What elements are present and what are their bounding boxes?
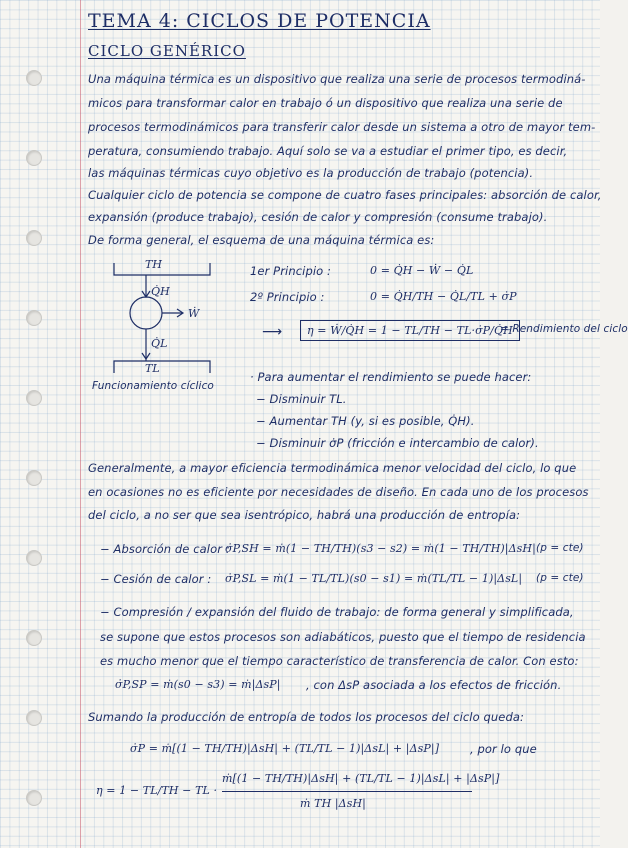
intro-line: peratura, consumiendo trabajo. Aquí solo se va a estudiar el primer tipo, es decir, <box>88 144 568 158</box>
binder-hole <box>26 70 42 86</box>
first-principle-label: 1er Principio : <box>250 264 332 278</box>
binder-hole <box>26 470 42 486</box>
general-line: en ocasiones no es eficiente por necesidades de diseño. En cada uno de los procesos <box>88 485 589 499</box>
heat-engine-diagram <box>100 255 220 385</box>
improve-item: − Disminuir σ̇P (fricción e intercambio de calor). <box>256 436 539 450</box>
compression-line: se supone que estos procesos son adiabáticos, puesto que el tiempo de residencia <box>100 630 586 644</box>
absorption-label: − Absorción de calor : <box>100 542 230 556</box>
fraction-bar <box>222 791 472 792</box>
binder-hole <box>26 310 42 326</box>
final-efficiency-numerator: ṁ[(1 − TH/TH)|ΔsH| + (TL/TL − 1)|ΔsL| + |ΔsP|] <box>222 772 500 785</box>
first-principle-equation: 0 = Q̇H − Ẇ − Q̇L <box>370 264 474 277</box>
intro-line: expansión (produce trabajo), cesión de calor y compresión (consume trabajo). <box>88 210 548 224</box>
compression-line: es mucho menor que el tiempo característico de transferencia de calor. Con esto: <box>100 654 579 668</box>
binder-hole <box>26 710 42 726</box>
compression-line: − Compresión / expansión del fluido de trabajo: de forma general y simplificada, <box>100 605 574 619</box>
engine-circle <box>130 297 162 329</box>
implies-arrow-icon: ⟶ <box>262 324 283 340</box>
second-principle-equation: 0 = Q̇H/TH − Q̇L/TL + σ̇P <box>370 290 517 303</box>
work-label: Ẇ <box>188 307 200 320</box>
cold-reservoir <box>114 361 210 373</box>
friction-note: , con ΔsP asociada a los efectos de fricción. <box>306 678 562 692</box>
intro-line: procesos termodinámicos para transferir calor desde un sistema a otro de mayor tem- <box>88 120 596 134</box>
final-efficiency-start: η = 1 − TL/TH − TL · <box>96 784 218 797</box>
improve-item: − Disminuir TL. <box>256 392 347 406</box>
intro-line: las máquinas térmicas cuyo objetivo es la producción de trabajo (potencia). <box>88 166 534 180</box>
margin-line <box>80 0 81 848</box>
absorption-note: (p = cte) <box>536 542 584 554</box>
binder-hole <box>26 230 42 246</box>
cession-note: (p = cte) <box>536 572 584 584</box>
general-line: Generalmente, a mayor eficiencia termodinámica menor velocidad del ciclo, lo que <box>88 461 577 475</box>
binder-hole <box>26 790 42 806</box>
final-efficiency-denominator: ṁ TH |ΔsH| <box>300 797 366 810</box>
diagram-caption: Funcionamiento cíclico <box>92 380 214 392</box>
improve-lead: · Para aumentar el rendimiento se puede hacer: <box>250 370 532 384</box>
cold-temperature: TL <box>145 362 160 375</box>
intro-line: Una máquina térmica es un dispositivo que realiza una serie de procesos termodiná- <box>88 72 586 86</box>
total-entropy-tail: , por lo que <box>470 742 537 756</box>
binder-hole <box>26 150 42 166</box>
absorption-equation: σ̇P,SH = ṁ(1 − TH/TH)(s3 − s2) = ṁ(1 − TH/TH)|ΔsH| <box>225 542 536 555</box>
section-title: CICLO GENÉRICO <box>88 42 246 60</box>
friction-equation: σ̇P,SP = ṁ(s0 − s3) = ṁ|ΔsP| <box>115 678 281 691</box>
heat-in-label: Q̇H <box>151 285 170 298</box>
efficiency-equation: η = Ẇ/Q̇H = 1 − TL/TH − TL·σ̇P/Q̇H <box>300 320 520 341</box>
general-line: del ciclo, a no ser que sea isentrópico, habrá una producción de entropía: <box>88 508 521 522</box>
efficiency-label: = Rendimiento del ciclo <box>500 323 628 335</box>
intro-line: De forma general, el esquema de una máquina térmica es: <box>88 233 435 247</box>
intro-line: Cualquier ciclo de potencia se compone de cuatro fases principales: absorción de calor, <box>88 188 602 202</box>
page-title: TEMA 4: CICLOS DE POTENCIA <box>88 10 431 32</box>
intro-line: micos para transformar calor en trabajo ó un dispositivo que realiza una serie de <box>88 96 563 110</box>
summary-lead: Sumando la producción de entropía de todos los procesos del ciclo queda: <box>88 710 524 724</box>
binder-hole <box>26 390 42 406</box>
cession-label: − Cesión de calor : <box>100 572 212 586</box>
second-principle-label: 2º Principio : <box>250 290 325 304</box>
heat-out-label: Q̇L <box>151 337 168 350</box>
binder-hole <box>26 550 42 566</box>
improve-item: − Aumentar TH (y, si es posible, Q̇H). <box>256 414 475 428</box>
binder-hole <box>26 630 42 646</box>
hot-temperature: TH <box>145 258 163 271</box>
cession-equation: σ̇P,SL = ṁ(1 − TL/TL)(s0 − s1) = ṁ(TL/TL − 1)|ΔsL| <box>225 572 523 585</box>
total-entropy-equation: σ̇P = ṁ[(1 − TH/TH)|ΔsH| + (TL/TL − 1)|ΔsL| + |ΔsP|] <box>130 742 440 755</box>
